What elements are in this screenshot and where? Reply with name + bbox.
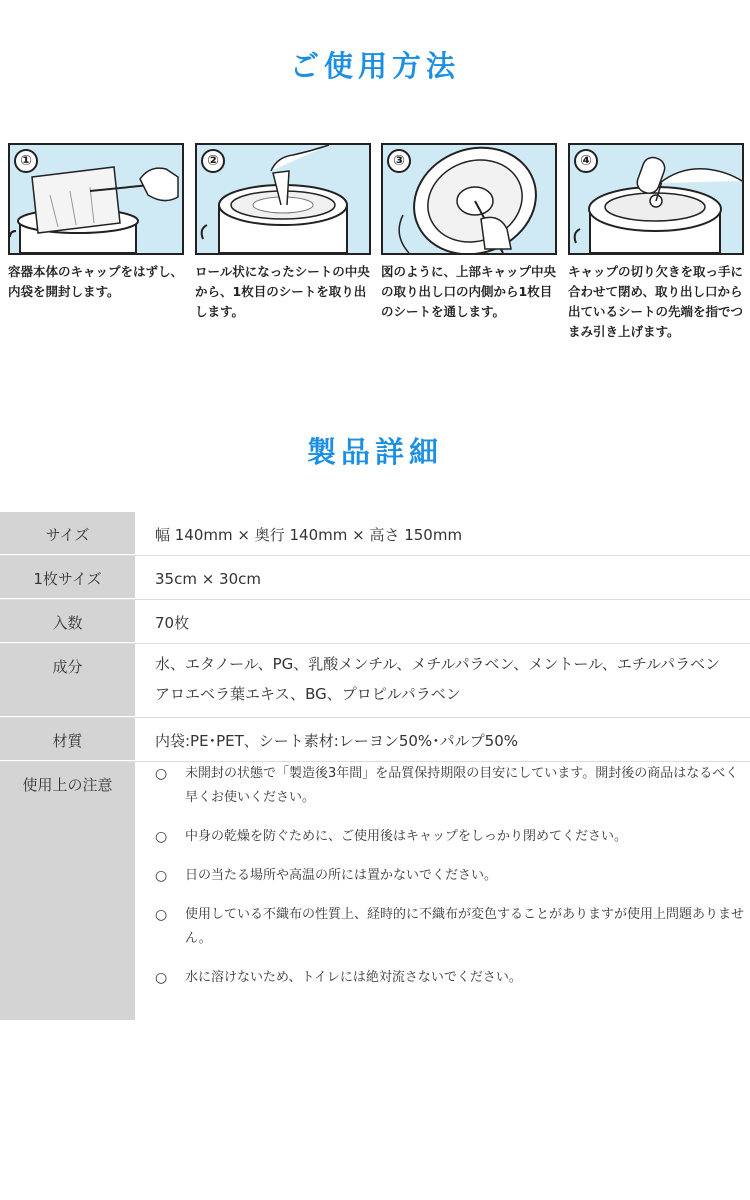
precaution-text: 中身の乾燥を防ぐために、ご使用後はキャップをしっかり閉めてください。 xyxy=(185,829,628,844)
precaution-text: 日の当たる場所や高温の所には置かないでください。 xyxy=(185,868,498,883)
ingredients-line-2: アロエベラ葉エキス、BG、プロピルパラベン xyxy=(155,685,461,703)
step-1 xyxy=(8,143,184,302)
precaution-text: 使用している不織布の性質上、経時的に不織布が変色することがありますが使用上問題ありません。 xyxy=(185,907,745,946)
spec-row-material xyxy=(0,718,750,762)
spec-row-precautions xyxy=(0,762,750,1020)
spec-label: サイズ xyxy=(0,512,135,555)
step-1-number: ① xyxy=(14,149,38,173)
spec-label: 入数 xyxy=(0,600,135,643)
step-4-illustration xyxy=(568,143,744,255)
ingredients-line-1: 水、エタノール、PG、乳酸メンチル、メチルパラベン、メントール、エチルパラベン xyxy=(155,655,721,673)
spec-value: 35cm × 30cm xyxy=(155,570,261,588)
usage-steps xyxy=(8,143,748,343)
precaution-text: 未開封の状態で「製造後3年間」を品質保持期限の目安にしています。開封後の商品はなるべく早くお使いください。 xyxy=(185,766,739,805)
spec-label: 材質 xyxy=(0,718,135,761)
spec-value xyxy=(135,644,750,717)
step-1-illustration xyxy=(8,143,184,255)
step-2 xyxy=(195,143,371,322)
spec-row-size xyxy=(0,512,750,556)
step-3-number: ③ xyxy=(387,149,411,173)
step-1-caption: 容器本体のキャップをはずし、内袋を開封します。 xyxy=(8,264,184,299)
step-2-illustration xyxy=(195,143,371,255)
spec-label: 1枚サイズ xyxy=(0,556,135,599)
circle-mark-icon: ○ xyxy=(155,829,168,845)
precaution-item xyxy=(155,966,750,990)
step-4 xyxy=(568,143,744,342)
circle-mark-icon: ○ xyxy=(155,907,168,923)
spec-row-count xyxy=(0,600,750,644)
spec-value xyxy=(135,762,750,1020)
spec-value: 内袋:PE･PET、シート素材:レーヨン50%･パルプ50% xyxy=(155,732,518,750)
step-2-caption: ロール状になったシートの中央から、1枚目のシートを取り出します。 xyxy=(195,264,370,319)
precaution-item xyxy=(155,903,750,951)
spec-value: 70枚 xyxy=(155,614,190,632)
usage-section-title: ご使用方法 xyxy=(289,49,460,83)
spec-label: 使用上の注意 xyxy=(0,762,135,1020)
precaution-list xyxy=(155,762,750,990)
spec-value: 幅 140mm × 奥行 140mm × 高さ 150mm xyxy=(155,526,463,544)
precaution-item xyxy=(155,762,750,810)
precaution-text: 水に溶けないため、トイレには絶対流さないでください。 xyxy=(185,970,522,985)
step-3 xyxy=(381,143,557,322)
step-4-caption: キャップの切り欠きを取っ手に合わせて閉め、取り出し口から出ているシートの先端を指でつまみ引き上げます。 xyxy=(568,264,744,339)
step-3-illustration xyxy=(381,143,557,255)
step-2-number: ② xyxy=(201,149,225,173)
spec-row-sheet-size xyxy=(0,556,750,600)
spec-label: 成分 xyxy=(0,644,135,717)
step-3-caption: 図のように、上部キャップ中央の取り出し口の内側から1枚目のシートを通します。 xyxy=(381,264,557,319)
circle-mark-icon: ○ xyxy=(155,868,168,884)
precaution-item xyxy=(155,825,750,849)
spec-row-ingredients xyxy=(0,644,750,718)
circle-mark-icon: ○ xyxy=(155,970,168,986)
spec-table xyxy=(0,512,750,1020)
precaution-item xyxy=(155,864,750,888)
step-4-number: ④ xyxy=(574,149,598,173)
circle-mark-icon: ○ xyxy=(155,766,168,782)
details-section-title: 製品詳細 xyxy=(306,435,443,469)
